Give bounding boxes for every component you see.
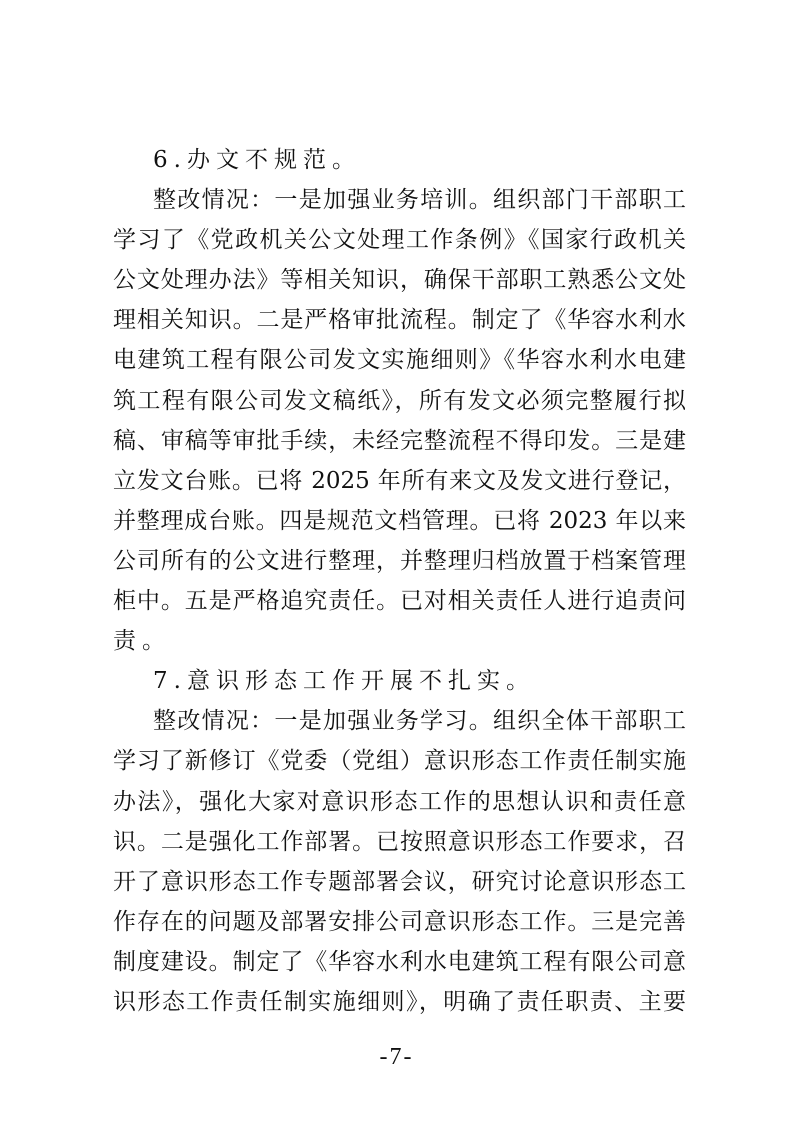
text-line: 整改情况：一是加强业务学习。组织全体干部职工 [153, 708, 686, 735]
text-line: 公司所有的公文进行整理，并整理归档放置于档案管理 [113, 547, 686, 574]
text-line: 作存在的问题及部署安排公司意识形态工作。三是完善 [113, 908, 686, 935]
text-line: 筑工程有限公司发文稿纸》，所有发文必须完整履行拟 [113, 387, 686, 414]
text-line: 学习了新修订《党委（党组）意识形态工作责任制实施 [113, 748, 686, 775]
text-line: 识形态工作责任制实施细则》，明确了责任职责、主要 [113, 988, 686, 1015]
text-line: 6.办文不规范。 [153, 147, 361, 173]
text-line: 学习了《党政机关公文处理工作条例》《国家行政机关 [113, 227, 686, 254]
text-line: 柜中。五是严格追究责任。已对相关责任人进行追责问 [113, 588, 686, 615]
text-line: 整改情况：一是加强业务培训。组织部门干部职工 [153, 187, 686, 214]
text-line: 并整理成台账。四是规范文档管理。已将 2023 年以来 [113, 507, 686, 534]
text-line: 公文处理办法》等相关知识，确保干部职工熟悉公文处 [113, 267, 686, 294]
text-line: 责。 [113, 628, 171, 655]
text-line: 理相关知识。二是严格审批流程。制定了《华容水利水 [113, 307, 686, 334]
text-line: 制度建设。制定了《华容水利水电建筑工程有限公司意 [113, 948, 686, 975]
text-line: 办法》，强化大家对意识形态工作的思想认识和责任意 [113, 788, 686, 815]
text-line: 电建筑工程有限公司发文实施细则》《华容水利水电建 [113, 347, 686, 374]
page-number: -7- [379, 1044, 414, 1070]
body-text [113, 140, 686, 1022]
text-line: 开了意识形态工作专题部署会议，研究讨论意识形态工 [113, 868, 686, 895]
text-line: 识。二是强化工作部署。已按照意识形态工作要求，召 [113, 828, 686, 855]
text-line: 7.意识形态工作开展不扎实。 [153, 668, 535, 695]
text-line: 立发文台账。已将 2025 年所有来文及发文进行登记， [113, 467, 686, 494]
text-line: 稿、审稿等审批手续，未经完整流程不得印发。三是建 [113, 427, 686, 454]
